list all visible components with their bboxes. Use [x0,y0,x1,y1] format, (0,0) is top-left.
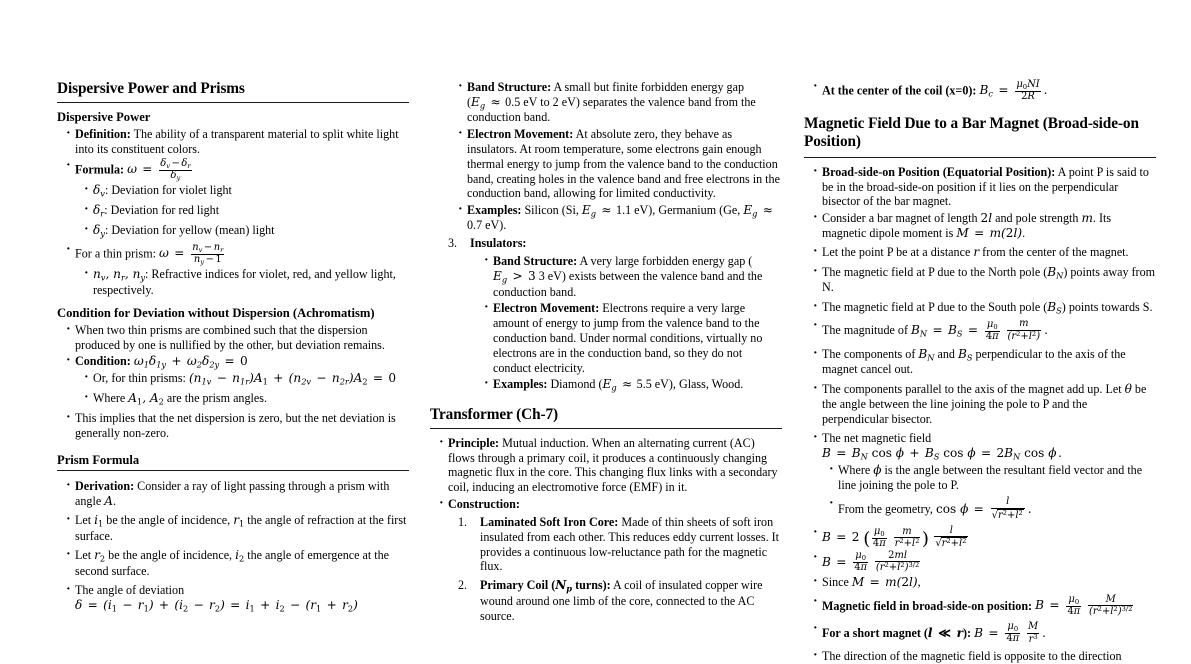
item-text: : Deviation for red light [104,202,220,217]
math-achromatism-condition: $\omega_1\delta_{1y} + \omega_2\delta_{2y} = 0$ [133,354,248,370]
list-item: · The direction of the magnetic field is opposite to the direction [813,649,1156,664]
math-bn-2: $B_N$ [918,346,935,363]
math-eg-ge: $E_g$ ≈ [743,202,773,219]
item-text: . [1022,225,1026,240]
section-heading-dispersive-power-and-prisms: Dispersive Power and Prisms [57,80,245,97]
item-text: At absolute zero, they behave as insulators. At room temperature, some electrons gain enough thermal energy to jump from the valence band to the conduction band, creating holes in the valence band and free electrons in the conduction band, allowing for limited conductivity. [467,126,780,201]
math-b-step1: B = 2 ( $\frac{\mu_0}{4\pi}$ $\frac{m}{r^2+l^2}$ ) $\frac{l}{√r^2+l^2}$ [822,524,967,550]
item-label-cont: turns): [572,578,611,593]
math-bs: $B_S$ [1047,299,1062,315]
item-text: Diamond ( [550,377,603,392]
item-label: Formula: [75,161,125,176]
item-text: be the angle between the line joining the pole to P and the perpendicular bisector. [822,381,1147,426]
list-item [66,243,409,266]
math-i1: $i_1$ [94,513,104,529]
list-item [813,382,1156,427]
list-item-insulators [448,236,782,392]
math-np: $N_p$ [555,578,573,594]
item-text: The angle of deviation [75,583,185,598]
list-insulators-detail [470,254,782,392]
item-text: For a thin prism: [75,246,159,261]
math-b-step2: B = $\frac{\mu_0}{4\pi}$ $\frac{2ml}{(r^2+l^2)^{3/2}}$ [822,549,920,574]
item-text: The components of [822,346,919,361]
item-text: ) points towards S. [1061,299,1153,314]
math-delta-y: $\delta_y$ [93,222,105,239]
item-text: The magnitude of [822,323,911,338]
list-item [813,575,1156,590]
math-eg-si: $E_g$ ≈ [581,202,612,219]
item-text: , [917,575,921,590]
heading-rule [430,428,782,429]
list-item [829,497,1156,521]
list-item [813,165,1156,210]
list-item [813,319,1156,342]
item-text: A small but finite forbidden energy gap ( [467,80,745,109]
item-label: Laminated Soft Iron Core: [480,514,619,529]
list-item [458,80,782,125]
item-label: Definition: [75,127,131,142]
math-bc-center: $B_c$ = $\frac{\mu_0NI}{2R}$ . [979,79,1048,103]
list-item [439,497,782,512]
item-text: Where [93,391,129,406]
item-text: Or, for thin prisms: [93,371,189,386]
item-label: Condition: [75,354,131,369]
list-item [458,203,782,233]
list-item [458,127,782,202]
math-prism-angles: $A_1$, $A_2$ [128,391,164,407]
insulators-title: Insulators: [470,236,527,251]
item-text: perpendicular to the axis of the magnet cancel out. [822,346,1126,377]
list-semiconductors [430,80,782,233]
item-label: Primary Coil ( [480,578,556,593]
item-text: A coil of insulated copper wire wound around one limb of the core, connected to the AC source. [480,578,763,623]
item-label: Principle: [448,435,500,450]
item-text: and [934,346,958,361]
math-angle-of-deviation: $\delta = (i_1 - r_1) + (i_2 - r_2) = i_1 + i_2 - (r_1 + r_2)$ [75,598,358,614]
item-text: Made of thin sheets of soft iron insulated from each other. This reduces eddy current losses. It provides a continuous low-reluctance path for the magnetic flux. [480,514,780,574]
item-text: the angle of emergence at the second surface. [75,548,390,578]
list-item [66,583,409,613]
list-item [84,203,409,218]
item-text: : Refractive indices for violet, red, and yellow light, respectively. [93,267,396,297]
subheading-dispersive-power: Dispersive Power [57,110,151,125]
item-label: Band Structure: [493,254,578,269]
list-transformer-construction [430,515,782,624]
item-text: is the angle between the resultant field vector and the line joining the pole to P. [838,462,1143,492]
list-item [813,265,1156,295]
list-item [484,377,782,392]
math-thin-prism-formula: ω = $\frac{n_v - n_r}{n_y - 1}$ [158,241,224,266]
list-item [813,245,1156,260]
list-item: · When two thin prisms are combined such that the dispersion produced by one is nullified by the other, but deviation remains. [66,323,409,353]
list-broadside-sub [813,463,1156,521]
item-text: From the geometry, [838,501,936,516]
list-refractive-indices [66,267,409,297]
item-text: 0.5 eV to 2 eV) separates the valence band from the conduction band. [467,94,756,125]
item-text: the angle of refraction at the first surface. [75,513,407,543]
list-item [813,526,1156,550]
math-m-equals: M = m(2l) [851,575,918,590]
item-text: are the prism angles. [163,391,267,406]
item-text: Electrons require a very large amount of energy to jump from the valence band to the conduction band. Under normal conditions, virtually no electrons are in the conduction band, so they do not conduct electricity. [493,301,763,375]
item-text: The magnetic field at P due to the South pole ( [822,299,1048,314]
list-item [813,211,1156,241]
heading-rule [57,102,409,103]
list-insulators-numbered [430,236,782,392]
math-r1: $r_1$ [233,513,245,529]
item-label: Band Structure: [467,80,552,94]
list-item [84,391,409,406]
math-dipole-moment: M = m(2l) [956,225,1023,240]
item-label: Electron Movement: [493,301,600,315]
math-i2: $i_2$ [235,548,245,564]
list-coil-center [804,80,1156,103]
math-cos-phi: cos ϕ = $\frac{l}{√r^2+l^2}$ . [935,496,1032,521]
list-item [66,127,409,157]
item-text: 1.1 eV), Germanium (Ge, [613,202,744,217]
list-transformer [430,436,782,512]
list-item [84,371,409,386]
item-text: Let [75,513,95,528]
list-item [66,354,409,369]
item-label: Broad-side-on Position (Equatorial Position): [822,164,1056,179]
math-theta: θ [1124,381,1132,396]
math-2l: 2l [980,210,993,225]
column-left [57,80,409,626]
math-refractive-indices: $n_v$, $n_r$, $n_y$ [93,267,146,283]
item-label: Electron Movement: [467,126,574,141]
list-prism-formula [57,479,409,613]
list-item [458,578,782,623]
item-label: Construction: [448,496,520,511]
item-text: Silicon (Si, [524,202,582,217]
list-broadside [804,165,1156,664]
item-text: A very large forbidden energy gap ( [579,254,753,269]
list-deviation-symbols [66,183,409,238]
item-text: 3 eV) exists between the valence band and the conduction band. [493,269,763,299]
math-broadside-final: B = $\frac{\mu_0}{4\pi}$ $\frac{M}{(r^2+l^2)^{3/2}}$ [1035,593,1133,618]
math-bs-2: $B_S$ [958,346,973,363]
math-eg-insulator: $E_g > 3$ [493,269,536,285]
list-item [484,301,782,376]
list-item [66,548,409,578]
item-label: At the center of the coil (x=0): [822,83,977,98]
list-item [66,479,409,509]
item-text: The net magnetic field [822,430,932,445]
section-heading-bar-magnet-broadside: Magnetic Field Due to a Bar Magnet (Broad-side-on Position) [804,114,1139,150]
heading-rule [804,157,1156,158]
item-text: The components parallel to the axis of the magnet add up. Let [822,381,1125,396]
item-text: Let the point P be at a distance [822,245,974,260]
item-text: 5.5 eV), Glass, Wood. [633,377,744,392]
item-text: Where [838,462,874,477]
item-text: : Deviation for yellow (mean) light [104,222,275,237]
math-delta-r: $\delta_r$ [93,202,105,219]
item-text: Mutual induction. When an alternating current (AC) flows through a primary coil, it produces a continuously changing magnetic flux in the core. This changing flux links with a secondary coil, inducing an electromotive force (EMF) in it. [448,435,778,495]
list-item [813,595,1156,618]
list-item [484,254,782,299]
item-text: Since [822,575,852,590]
math-net-field: $B = B_N$ $\cos \phi + B_S$ $\cos \phi = 2B_N$ cos ϕ . [822,445,1062,462]
subheading-rule [57,470,409,471]
math-thin-prism-condition: $(n_{1v} - n_{1r})A_1 + (n_{2v} - n_{2r})A_2 = 0$ [188,371,397,387]
list-item [84,183,409,198]
item-label: Examples: [493,377,548,392]
list-item [813,622,1156,645]
list-item [84,267,409,297]
item-text: : Deviation for violet light [104,183,232,198]
list-achromatism-sub [66,371,409,406]
item-label: Derivation: [75,479,135,494]
list-item [829,463,1156,493]
item-label: For a short magnet (l ≪ r): [822,625,972,640]
list-item [66,513,409,543]
item-text: and pole strength [992,210,1082,225]
list-item [458,515,782,575]
math-short-magnet: B = $\frac{\mu_0}{4\pi}$ $\frac{M}{r^3}$ . [974,621,1047,645]
math-r-distance: r [973,245,980,260]
math-eg: $E_g$ ≈ [471,94,501,111]
item-text: . [112,493,116,508]
item-text: Let [75,548,95,563]
item-label: Examples: [467,202,522,217]
item-text: The ability of a transparent material to split white light into its constituent colors. [75,127,399,157]
math-r2: $r_2$ [94,548,106,564]
item-text: Consider a ray of light passing through a prism with angle [75,479,390,508]
subheading-achromatism: Condition for Deviation without Dispersion (Achromatism) [57,305,375,320]
list-item [813,80,1156,103]
column-right [804,79,1156,664]
section-heading-transformer: Transformer (Ch-7) [430,405,559,423]
list-dispersive-power [57,127,409,298]
item-text: be the angle of incidence, [103,513,234,528]
list-item [813,300,1156,315]
item-text: A point P is said to be in the broad-side-on position if it lies on the perpendicular bisector of the bar magnet. [822,164,1149,209]
item-text: The magnetic field at P due to the North pole ( [822,264,1048,279]
list-item [66,159,409,182]
math-m-pole: m [1081,210,1093,225]
list-item [84,223,409,238]
list-item: · This implies that the net dispersion is zero, but the net deviation is generally non-zero. [66,411,409,441]
math-eg-diamond: $E_g$ ≈ [602,377,633,393]
list-item [439,436,782,496]
item-text: ) points away from N. [822,264,1156,295]
item-text: . Its magnetic dipole moment is [822,210,1112,240]
column-middle [430,80,782,626]
item-text: from the center of the magnet. [979,245,1129,260]
math-bn: $B_N$ [1047,264,1064,280]
math-delta-v: $\delta_v$ [93,183,105,199]
subheading-prism-formula: Prism Formula [57,452,140,467]
item-label: Magnetic field in broad-side-on position: [822,598,1033,613]
list-item [813,347,1156,377]
item-text: Consider a bar magnet of length [822,210,981,225]
list-item [813,551,1156,574]
math-angle-a: A [104,493,113,508]
list-achromatism [57,323,409,441]
math-phi: ϕ [873,462,882,477]
math-dispersive-power-formula: ω = $\frac{\delta_v - \delta_r}{\delta_y}$ [127,157,191,182]
item-text: 0.7 eV). [467,218,507,233]
math-bn-magnitude: $B_N = B_S$ = $\frac{\mu_0}{4\pi}$ $\frac{m}{(r^2+l^2)}$ . [911,318,1048,342]
item-text: be the angle of incidence, [105,548,236,563]
list-item [813,431,1156,461]
